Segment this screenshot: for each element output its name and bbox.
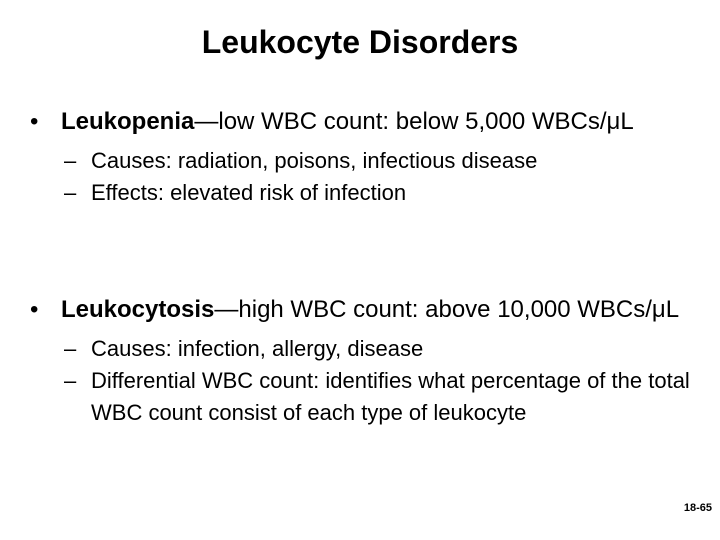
page-number: 18-65 [683,502,712,514]
bullet-leukopenia [30,106,690,209]
sub-item-text: Differential WBC count: identifies what percentage of the total WBC count consist of each type of leukocyte [91,368,690,425]
bullet-description: —high WBC count: above 10,000 WBCs/μL [214,296,680,323]
bullet-text [61,294,690,325]
bullet-marker: • [30,108,39,135]
bullet-marker: • [30,296,39,323]
sub-marker: – [64,148,77,173]
bullet-term: Leukocytosis [61,296,215,323]
bullet-leukocytosis [30,294,690,429]
bullet-main-line [30,294,690,325]
sub-marker: – [64,368,77,393]
sub-item [30,177,690,209]
sub-item-text: Causes: infection, allergy, disease [91,336,424,361]
sub-item-text: Effects: elevated risk of infection [91,180,407,205]
bullet-main-line [30,106,690,137]
sub-list [30,333,690,429]
bullet-text [61,106,690,137]
slide-title: Leukocyte Disorders [201,24,519,60]
bullet-description: —low WBC count: below 5,000 WBCs/μL [194,108,634,135]
sub-item [30,145,690,177]
sub-list [30,145,690,209]
sub-marker: – [64,180,77,205]
bullet-term: Leukopenia [61,108,195,135]
sub-item-text: Causes: radiation, poisons, infectious disease [91,148,538,173]
sub-marker: – [64,336,77,361]
sub-item [30,333,690,365]
sub-item [30,365,690,429]
